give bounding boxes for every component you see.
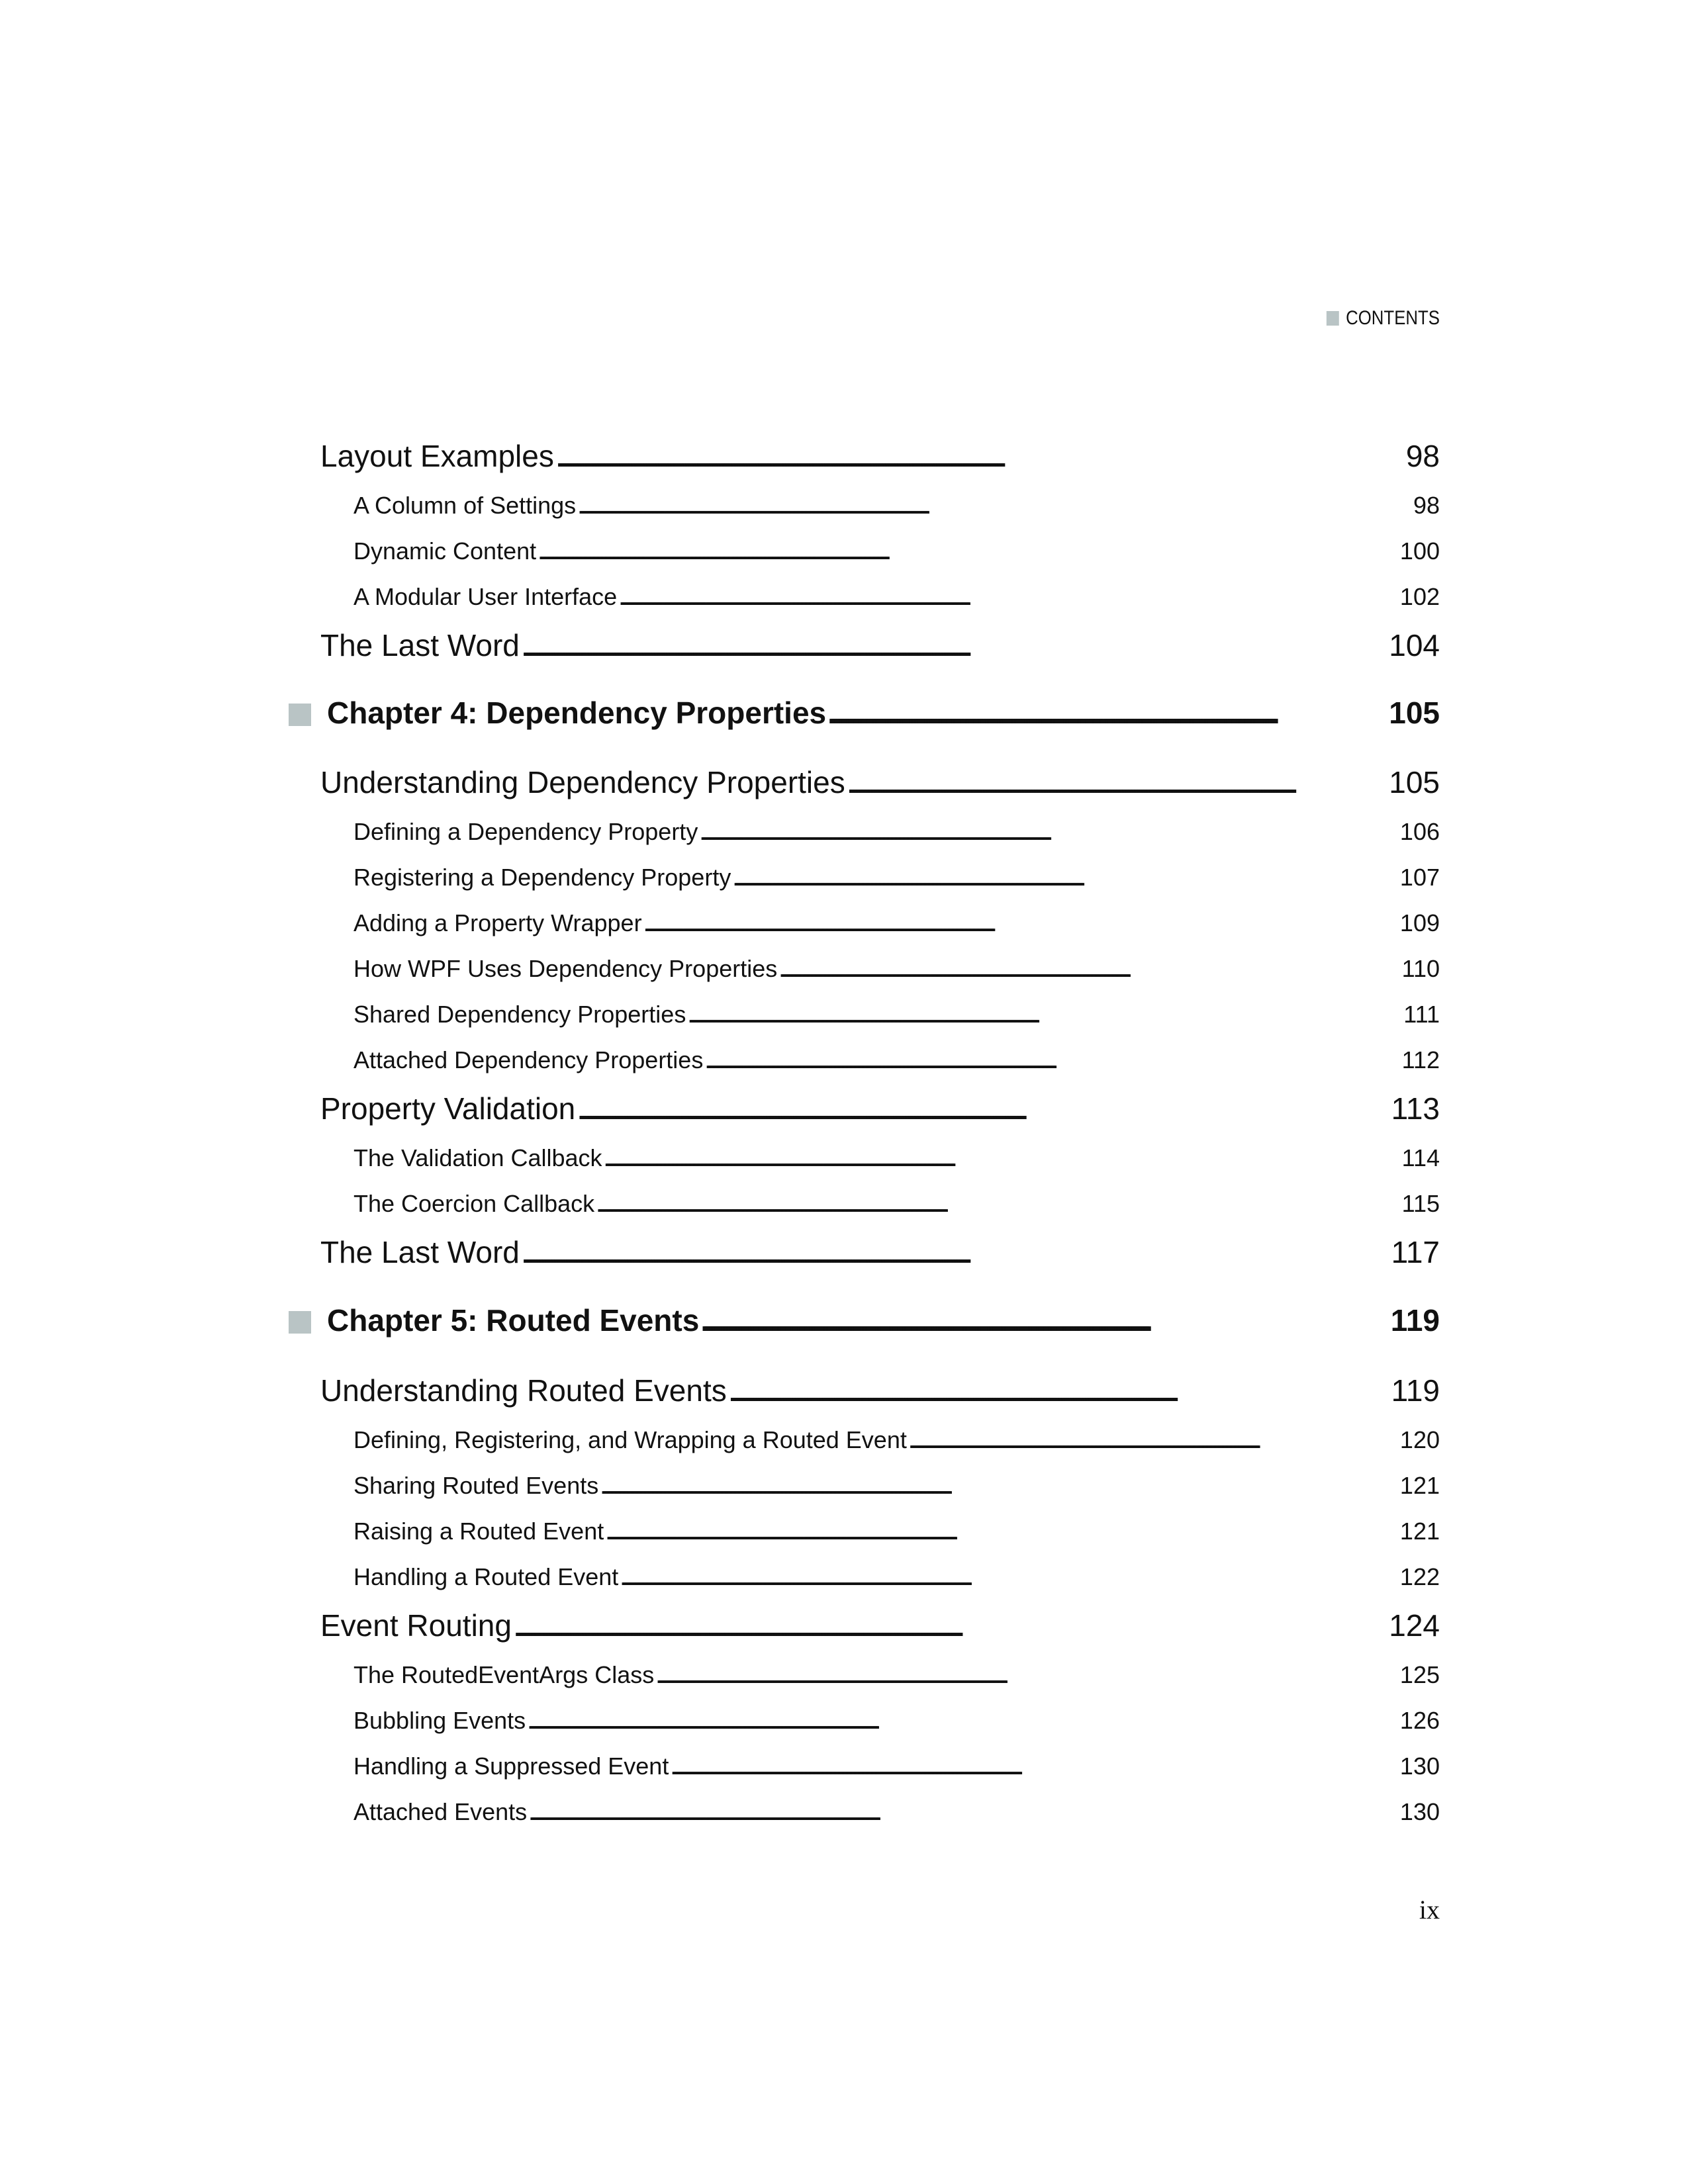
toc-entry-page: 113: [1391, 1091, 1440, 1126]
toc-entry-title: Event Routing: [320, 1608, 512, 1643]
toc-entry-title: Adding a Property Wrapper: [353, 909, 642, 936]
toc-entry-title: The Last Word: [320, 628, 520, 662]
toc-entry-sharing-re[interactable]: [353, 1472, 1440, 1504]
toc-entry-title: Handling a Suppressed Event: [353, 1752, 669, 1780]
toc-entry-validation-callback[interactable]: [353, 1144, 1440, 1176]
toc-entry-raising-re[interactable]: [353, 1518, 1440, 1549]
toc-entry-bubbling-events[interactable]: [353, 1707, 1440, 1739]
toc-entry-suppressed-event[interactable]: [353, 1752, 1440, 1784]
dot-leader: [704, 1046, 1400, 1074]
toc-chapter-5[interactable]: [289, 1302, 1440, 1342]
dot-leader: [670, 1752, 1399, 1780]
dot-leader: [604, 1144, 1401, 1172]
toc-entry-page: 120: [1399, 1426, 1440, 1453]
toc-entry-title: Handling a Routed Event: [353, 1563, 619, 1590]
toc-entry-page: 115: [1401, 1190, 1440, 1217]
toc-entry-page: 130: [1399, 1798, 1440, 1825]
dot-leader: [513, 1608, 1387, 1643]
dot-leader: [732, 864, 1399, 891]
dot-leader: [700, 1302, 1389, 1338]
toc-entry-page: 110: [1401, 955, 1440, 982]
toc-chapter-title: Chapter 4: Dependency Properties: [327, 696, 827, 730]
dot-leader: [778, 955, 1400, 983]
toc-entry-column-of-settings[interactable]: [353, 492, 1440, 523]
toc-entry-page: 121: [1399, 1518, 1440, 1545]
dot-leader: [618, 583, 1399, 611]
dot-leader: [908, 1426, 1399, 1454]
toc-entry-page: 112: [1401, 1046, 1440, 1073]
toc-entry-title: Attached Dependency Properties: [353, 1046, 704, 1073]
toc-entry-dynamic-content[interactable]: [353, 537, 1440, 569]
toc-entry-handling-re[interactable]: [353, 1563, 1440, 1595]
toc-entry-page: 102: [1399, 583, 1440, 610]
toc-entry-page: 124: [1389, 1608, 1440, 1643]
toc-entry-title: Dynamic Content: [353, 537, 537, 565]
toc-entry-page: 100: [1399, 537, 1440, 565]
toc-entry-event-routing[interactable]: [320, 1608, 1440, 1647]
toc-entry-page: 114: [1401, 1144, 1440, 1171]
dot-leader: [687, 1001, 1402, 1028]
toc-entry-title: Layout Examples: [320, 439, 554, 473]
toc-entry-how-wpf-uses-dp[interactable]: [353, 955, 1440, 987]
dot-leader: [728, 1373, 1390, 1408]
dot-leader: [528, 1798, 1399, 1826]
toc-entry-registering-dp[interactable]: [353, 864, 1440, 895]
toc-entry-defining-re[interactable]: [353, 1426, 1440, 1458]
dot-leader: [699, 818, 1399, 846]
chapter-marker-icon: [289, 1311, 311, 1334]
dot-leader: [577, 1091, 1389, 1126]
toc-entry-title: How WPF Uses Dependency Properties: [353, 955, 778, 982]
toc-entry-routedeventargs[interactable]: [353, 1661, 1440, 1693]
toc-entry-last-word-2[interactable]: [320, 1234, 1440, 1274]
toc-entry-page: 125: [1399, 1661, 1440, 1688]
toc-chapter-title: Chapter 5: Routed Events: [327, 1303, 700, 1338]
toc-entry-layout-examples[interactable]: [320, 438, 1440, 478]
toc-entry-page: 122: [1399, 1563, 1440, 1590]
toc-entry-coercion-callback[interactable]: [353, 1190, 1440, 1222]
toc-entry-page: 126: [1399, 1707, 1440, 1734]
toc-entry-attached-events[interactable]: [353, 1798, 1440, 1830]
toc-entry-title: Understanding Dependency Properties: [320, 765, 845, 799]
toc-entry-title: Raising a Routed Event: [353, 1518, 604, 1545]
toc-entry-page: 117: [1391, 1235, 1440, 1269]
toc-chapter-4[interactable]: [289, 695, 1440, 735]
toc-entry-understanding-re[interactable]: [320, 1373, 1440, 1412]
toc-entry-shared-dp[interactable]: [353, 1001, 1440, 1032]
dot-leader: [643, 909, 1399, 937]
toc-entry-title: Shared Dependency Properties: [353, 1001, 686, 1028]
dot-leader: [620, 1563, 1399, 1591]
toc-entry-page: 98: [1405, 439, 1440, 473]
toc-entry-page: 106: [1399, 818, 1440, 845]
dot-leader: [847, 764, 1388, 800]
toc-entry-understanding-dp[interactable]: [320, 764, 1440, 804]
chapter-marker-icon: [289, 704, 311, 726]
toc-entry-title: Attached Events: [353, 1798, 528, 1825]
dot-leader: [555, 438, 1405, 474]
toc-entry-defining-dp[interactable]: [353, 818, 1440, 850]
toc-entry-page: 109: [1399, 909, 1440, 936]
toc-entry-title: The Last Word: [320, 1235, 520, 1269]
dot-leader: [527, 1707, 1399, 1735]
page-number: ix: [1419, 1895, 1440, 1925]
toc-entry-page: 107: [1399, 864, 1440, 891]
toc-entry-modular-ui[interactable]: [353, 583, 1440, 615]
toc-entry-title: Bubbling Events: [353, 1707, 526, 1734]
toc-entry-property-validation[interactable]: [320, 1091, 1440, 1130]
toc-entry-title: The RoutedEventArgs Class: [353, 1661, 655, 1688]
toc-entry-title: Defining a Dependency Property: [353, 818, 698, 845]
toc-entry-page: 119: [1391, 1373, 1440, 1408]
running-head-text: CONTENTS: [1346, 307, 1440, 329]
toc-entry-title: The Validation Callback: [353, 1144, 602, 1171]
dot-leader: [655, 1661, 1399, 1689]
toc-entry-page: 105: [1389, 765, 1440, 799]
dot-leader: [521, 627, 1387, 663]
toc-entry-page: 130: [1399, 1752, 1440, 1780]
dot-leader: [605, 1518, 1399, 1545]
toc-entry-page: 98: [1413, 492, 1440, 519]
toc-entry-title: A Modular User Interface: [353, 583, 618, 610]
toc-entry-title: Sharing Routed Events: [353, 1472, 599, 1499]
toc-entry-page: 121: [1399, 1472, 1440, 1499]
toc-entry-last-word-1[interactable]: [320, 627, 1440, 667]
dot-leader: [827, 695, 1387, 731]
toc-entry-title: Property Validation: [320, 1091, 576, 1126]
dot-leader: [577, 492, 1412, 520]
toc-entry-title: A Column of Settings: [353, 492, 577, 519]
toc-entry-title: Defining, Registering, and Wrapping a Routed Event: [353, 1426, 907, 1453]
toc-entry-title: Registering a Dependency Property: [353, 864, 731, 891]
toc-chapter-page: 119: [1390, 1303, 1440, 1338]
toc-entry-property-wrapper[interactable]: [353, 909, 1440, 941]
toc-entry-title: The Coercion Callback: [353, 1190, 595, 1217]
toc-entry-title: Understanding Routed Events: [320, 1373, 727, 1408]
dot-leader: [538, 537, 1399, 565]
toc-entry-attached-dp[interactable]: [353, 1046, 1440, 1078]
toc-chapter-page: 105: [1389, 696, 1440, 730]
toc-entry-page: 111: [1403, 1001, 1440, 1028]
toc-entry-page: 104: [1389, 628, 1440, 662]
dot-leader: [596, 1190, 1400, 1218]
dot-leader: [521, 1234, 1390, 1270]
dot-leader: [600, 1472, 1399, 1500]
